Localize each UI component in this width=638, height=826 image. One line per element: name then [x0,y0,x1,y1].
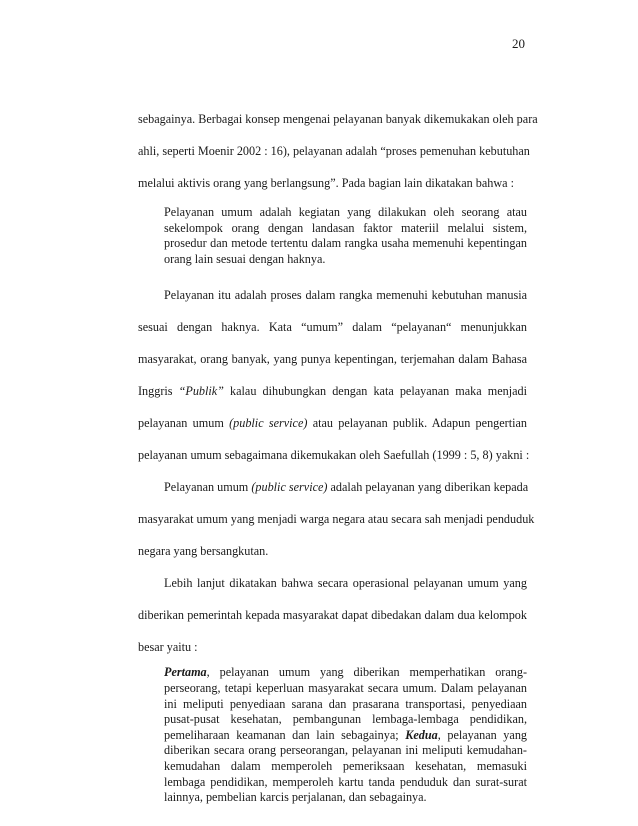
paragraph-3-line-2: masyarakat umum yang menjadi warga negara atau secara sah menjadi penduduk [138,512,535,527]
paragraph-2-line-3: masyarakat, orang banyak, yang punya kepentingan, terjemahan dalam Bahasa [138,352,527,367]
italic-term-public-service: (public service) [229,416,308,431]
italic-term-publik: “Publik” [178,384,224,399]
page-number: 20 [512,36,525,51]
block-quote-2-text [164,665,527,805]
paragraph-1-line-1: sebagainya. Berbagai konsep mengenai pelayanan banyak dikemukakan oleh para [138,112,538,126]
text-span: adalah pelayanan yang diberikan kepada [327,480,529,495]
paragraph-4-line-3: besar yaitu : [138,640,198,655]
paragraph-2-line-5 [138,407,527,439]
text-span: Pelayanan umum [164,480,252,495]
block-quote-1-text: Pelayanan umum adalah kegiatan yang dilakukan oleh seorang atau sekelompok orang dengan landasan faktor materiil melalui sistem, prosedur dan metode tertentu dalam rangka usaha memenuhi kepentingan orang lain sesuai dengan haknya. [164,205,527,266]
paragraph-3-line-3: negara yang bersangkutan. [138,544,269,559]
label-pertama: Pertama [164,665,207,680]
paragraph-3-line-1 [138,471,527,503]
paragraph-2-line-4 [138,375,527,407]
block-quote-2 [164,665,527,805]
paragraph-2-line-6: pelayanan umum sebagaimana dikemukakan oleh Saefullah (1999 : 5, 8) yakni : [138,448,530,463]
text-span: pelayanan umum [138,416,230,431]
text-span: atau pelayanan publik. Adapun pengertian [307,416,527,431]
text-span: , pelayanan umum yang diberikan memperhatikan orang-perseorang, tetapi keperluan masyarakat secara umum. Dalam pelayanan ini meliputi penyediaan sarana dan prasarana transportasi, penyediaan pusat-pusat kesehatan, pembangunan lembaga-lembaga pendidikan, pemeliharaan keamanan dan lain sebagainya; [164,665,527,742]
italic-term-public-service: (public service) [251,480,328,495]
label-kedua: Kedua [405,727,438,742]
text-span: , pelayanan yang diberikan secara orang perseorangan, pelayanan ini meliputi kemudahan-kemudahan dalam memperoleh pemeriksaan kesehatan, memasuki lembaga pendidikan, memperoleh kartu tanda penduduk dan surat-surat lainnya, pembelian karcis perjalanan, dan sebagainya. [164,727,528,805]
paragraph-1-line-3: melalui aktivis orang yang berlangsung”. Pada bagian lain dikatakan bahwa : [138,176,515,190]
block-quote-1 [164,205,527,267]
paragraph-4-line-2: diberikan pemerintah kepada masyarakat dapat dibedakan dalam dua kelompok [138,608,527,623]
paragraph-2-line-2: sesuai dengan haknya. Kata “umum” dalam “pelayanan“ menunjukkan [138,320,527,335]
text-span: Inggris [138,384,179,399]
body-text [138,103,538,818]
text-span: kalau dihubungkan dengan kata pelayanan maka menjadi [223,384,527,399]
paragraph-2-line-1: Pelayanan itu adalah proses dalam rangka memenuhi kebutuhan manusia [164,288,527,303]
paragraph-1-line-2: ahli, seperti Moenir 2002 : 16), pelayanan adalah “proses pemenuhan kebutuhan [138,144,530,158]
paragraph-4-line-1: Lebih lanjut dikatakan bahwa secara operasional pelayanan umum yang [164,576,527,591]
